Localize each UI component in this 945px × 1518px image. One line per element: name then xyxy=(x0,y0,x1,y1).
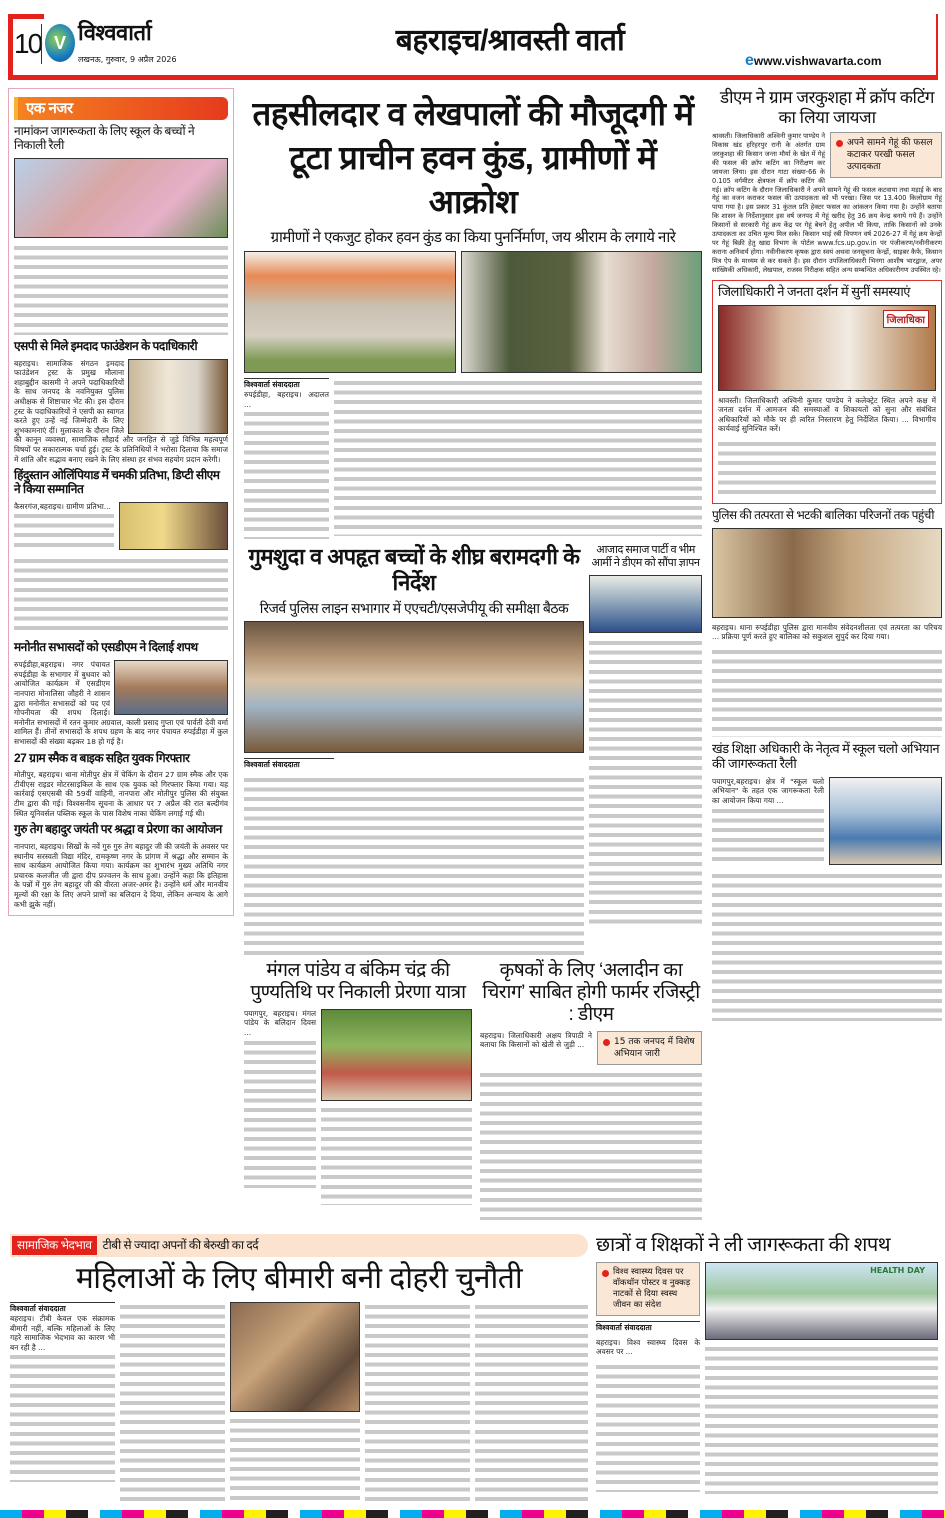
police-story xyxy=(244,544,584,955)
byline: विश्ववार्ता संवाददाता xyxy=(244,378,329,390)
article-text-cont xyxy=(14,556,228,636)
janta-headline: जिलाधिकारी ने जनता दर्शन में सुनीं समस्याएं xyxy=(718,283,910,299)
byline: विश्ववार्ता संवाददाता xyxy=(244,758,334,770)
farmer-headline: कृषकों के लिए ‘अलादीन का चिराग’ साबित होगी फार्मर रजिस्ट्री : डीएम xyxy=(482,960,700,1025)
article-text-cont xyxy=(244,409,329,539)
article-text-cols xyxy=(321,1105,472,1205)
article-block xyxy=(14,660,228,746)
police-row xyxy=(244,544,702,955)
article-text-cont xyxy=(712,871,942,1021)
azad-story xyxy=(589,544,702,927)
havan-kund-photo xyxy=(244,251,456,373)
girl-headline: पुलिस की तत्परता से भटकी बालिका परिजनों तक पहुंची xyxy=(712,507,934,522)
school-headline: खंड शिक्षा अधिकारी के नेतृत्व में स्कूल चलो अभियान की जागरूकता रैली xyxy=(712,740,940,771)
article-text: रुपईडीहा,बहराइच। नगर पंचायत रुपईडीहा के सभागार में बुधवार को आयोजित कार्यक्रम में एसडीएम नानपारा मोनालिसा जौहरी ने शासन द्वारा मनोनीत सभासदों को पद एवं गोपनीयता की शपथ दिलाई। मनोनीत सभासदों में रतन कुमार अग्रवाल, काली प्रसाद गुप्ता एवं पार्वती देवी वर्मा शामिल हैं। तीनों सभासदों के शपथ ग्रहण के बाद नगर पंचायत रुपईडीहा में कुल सभासदों की संख्या बढ़कर 18 हो गई है। xyxy=(14,660,228,746)
review-meeting-photo xyxy=(244,621,584,753)
headline: 27 ग्राम स्मैक व बाइक सहित युवक गिरफ्तार xyxy=(14,750,190,765)
article-text xyxy=(14,243,228,335)
article-text: बहराइच। जिलाधिकारी अक्षय त्रिपाठी ने बताया कि किसानों को खेती से जुड़ी ... xyxy=(480,1030,592,1050)
kicker: टीबी से ज्यादा अपनों की बेरुखी का दर्द xyxy=(102,1237,259,1252)
headline: हिंदुस्तान ओलिंपियाड में चमकी प्रतिभा, डिप्टी सीएम ने किया सम्मानित xyxy=(14,468,220,496)
bottom-headline: महिलाओं के लिए बीमारी बनी दोहरी चुनौती xyxy=(75,1262,523,1296)
page-number: 10 xyxy=(14,28,42,59)
divider xyxy=(41,24,42,64)
health-story xyxy=(596,1234,938,1494)
dm-headline: डीएम ने ग्राम जरकुशहा में क्रॉप कटिंग का लिया जायजा xyxy=(720,88,934,127)
article-text-cols xyxy=(120,1302,225,1502)
article-block xyxy=(712,777,942,866)
janta-darshan-photo xyxy=(718,305,936,391)
article-column xyxy=(705,1262,938,1494)
article-text-cols xyxy=(230,1416,360,1501)
byline: विश्ववार्ता संवाददाता xyxy=(10,1302,115,1314)
article-text-cont xyxy=(712,806,824,866)
article-text: नानपारा, बहराइच। सिखों के नवें गुरु गुरु तेग बहादुर जी की जयंती के अवसर पर स्थानीय सरस्वती विद्या मंदिर, रामकृष्ण नगर के प्रांगण में श्रद्धा और सम्मान के साथ कार्यक्रम आयोजित किया गया। कार्यक्रम का शुभारंभ मुख्य अतिथि नगर प्रचारक कलजीत जी द्वारा दीप प्रज्वलन के साथ हुआ। उन्होंने कहा कि इतिहास के पन्नों में गुरु तेग बहादुर जी की वीरता अजर-अमर है। उन्होंने धर्म और मानवीय मूल्यों की रक्षा के लिए अपने प्राणों का बलिदान दे दिया, लेकिन अन्याय के आगे कभी झुके नहीं। xyxy=(14,842,228,909)
memorandum-photo xyxy=(589,575,702,633)
lead-headline: तहसीलदार व लेखपालों की मौजूदगी में टूटा प्राचीन हवन कुंड, ग्रामीणों में आक्रोश xyxy=(252,95,694,220)
article-column xyxy=(244,1009,316,1188)
article-text: कैसरगंज,बहराइच। ग्रामीण प्रतिभा... xyxy=(14,501,111,511)
masthead-accent xyxy=(8,14,44,19)
mangal-story xyxy=(244,960,472,1205)
globe-logo-icon: V xyxy=(45,24,75,62)
photo-sign: जिलाधिका xyxy=(883,310,929,328)
article-text: श्रावस्ती। जिलाधिकारी अश्विनी कुमार पाण्डेय ने कलेक्ट्रेट स्थित अपने कक्ष में जनता दर्शन में आमजन की समस्याओं व शिकायतों को सुना और संबंधित अधिकारियों को मौके पर ही त्वरित निस्तारण हेतु निर्देशित किया। ... विभागीय कार्यवाई सुनिश्चित करें। xyxy=(718,395,936,434)
health-body xyxy=(596,1262,938,1494)
article-text: पयागपुर,बहराइच। क्षेत्र में "स्कूल चलो अभियान" के तहत एक जागरूकता रैली का आयोजन किया गया ... xyxy=(712,776,824,805)
mangal-headline: मंगल पांडेय व बंकिम चंद्र की पुण्यतिथि पर निकाली प्रेरणा यात्रा xyxy=(250,960,466,1003)
farmer-story xyxy=(480,960,702,1220)
headline: नामांकन जागरूकता के लिए स्कूल के बच्चों ने निकाली रैली xyxy=(14,124,195,153)
ek-nazar-label: एक नजर xyxy=(14,97,228,120)
dm-article-body: श्रावस्ती। जिलाधिकारी अश्विनी कुमार पाण्डेय ने विकास खंड हरिहरपुर रानी के अंतर्गत ग्राम जरकुशहा की किसान जन्ता मौर्या के खेत में गेहूं की फसल की क्रॉप कटिंग का निरीक्षण कर जायजा लिया। इस दौरान गाटा संख्या-66 के 0.105 वर्गमीटर क्षेत्रफल में क्रॉप कटिंग की गई। क्रॉप कटिंग के दौरान जिलाधिकारी ने अपने सामने गेहूं की फसल कटवाया तथा मड़ाई के बाद गेहूं का वजन कराकर फसल की उत्पादकता को भी परखा। जिस पर 13.400 किलोग्राम गेहूं पाया गया है। इस प्रकार 31 कुंतल प्रति हेक्टर फसल का आंकलन किया गया है। उन्होंने बताया कि शासन के निर्देशानुसार इस वर्ष जनपद में गेहूं खरीद हेतु 36 क्रय केन्द्र बनाये गये हैं। उन्होंने किसानों से सरकारी गेहूं क्रय केंद्र पर गेहूं बेचने हेतु अपील भी किया, ताकि किसानों को उनके उत्पादकता का उचित मूल्य मिल सके। किसान भाई रबी विपणन वर्ष 2026-27 में गेहूं क्रय केन्द्रों पर गेहूं बिक्री हेतु खाद्य विभाग के पोर्टल www.fcs.up.gov.in पर पंजीकरण/नवीनीकरण कराना अनिवार्य होगा। नवीनीकरण कृषक द्वारा स्वयं अथवा जनसूचना केन्द्रों, साइबर कैफे, किसान मित्र ऐप के माध्यम से कर सकते है। इस दौरान उपजिलाधिकारी भिनगा आशीष भारद्वाज, अपर सांख्यिकी अधिकारी, लेखपाल, राजस्व निरीक्षक सहित अन्य सम्बन्धित अधिकारीगण उपस्थित रहे। xyxy=(712,132,942,274)
topic-tag: सामाजिक भेदभाव xyxy=(12,1236,97,1256)
dateline: लखनऊ, गुरुवार, 9 अप्रैल 2026 xyxy=(78,55,177,64)
article-column xyxy=(596,1262,700,1492)
article-column xyxy=(712,777,824,866)
girl-family-photo xyxy=(712,528,942,618)
byline: विश्ववार्ता संवाददाता xyxy=(596,1321,700,1333)
article-text-cols xyxy=(334,378,702,536)
sp-meeting-photo xyxy=(128,359,228,434)
article-text-cont xyxy=(244,1038,316,1188)
article-text-cols xyxy=(705,1344,938,1494)
article-text-cont xyxy=(712,647,942,737)
top-section xyxy=(0,88,945,1220)
article-text: बहराइच। विश्व स्वास्थ्य दिवस के अवसर पर ... xyxy=(596,1337,700,1357)
article-text-cols xyxy=(244,775,584,955)
police-subheadline: रिजर्व पुलिस लाइन सभागार में एएचटी/एसजेपीयू की समीक्षा बैठक xyxy=(259,600,569,617)
rally-photo xyxy=(14,158,228,238)
bottom-section xyxy=(0,1220,945,1502)
olympiad-photo xyxy=(119,502,228,550)
article-block xyxy=(244,1009,472,1205)
highlight-box: 15 तक जनपद में विशेष अभियान जारी xyxy=(597,1031,702,1065)
section-title: बहराइच/श्रावस्ती वार्ता xyxy=(395,24,625,57)
article-column xyxy=(244,378,329,539)
health-day-photo xyxy=(705,1262,938,1340)
article-text: पयागपुर, बहराइच। मंगल पांडेय के बलिदान दिवस ... xyxy=(244,1008,316,1037)
headline: गुरु तेग बहादुर जयंती पर श्रद्धा व प्रेरणा का आयोजन xyxy=(14,822,222,837)
article-column xyxy=(14,502,114,552)
tb-story xyxy=(10,1234,588,1502)
article-text: बहराइच। सामाजिक संगठन इमदाद फाउंडेशन ट्रस्ट के प्रमुख मौलाना शहाबुद्दीन कासमी ने अपने पदाधिकारियों के साथ जनपद के नवनियुक्त पुलिस अधीक्षक से शिष्टाचार भेंट की। इस दौरान ट्रस्ट के पदाधिकारियों ने एसपी का स्वागत करते हुए उन्हें नई जिम्मेदारी के लिए शुभकामनाएं दीं। मुलाकात के दौरान जिले की कानून व्यवस्था, सामाजिक सौहार्द और जनहित से जुड़े विभिन्न महत्वपूर्ण विषयों पर सकारात्मक चर्चा हुई। ट्रस्ट के प्रतिनिधियों ने भरोसा दिलाया कि समाज में शांति और सद्भाव बनाए रखने के लिए संस्था हर संभव सहयोग प्रदान करेगी। xyxy=(14,358,228,464)
article-block xyxy=(14,359,228,465)
yatra-photo xyxy=(321,1009,472,1101)
highlight-box: अपने सामने गेहूं की फसल कटाकर परखी फसल उत्पादकता xyxy=(830,132,942,178)
health-headline: छात्रों व शिक्षकों ने ली जागरूकता की शपथ xyxy=(596,1233,890,1256)
color-registration-strip xyxy=(0,1510,945,1518)
article-text: मोतीपुर, बहराइच। थाना मोतीपुर क्षेत्र में चेकिंग के दौरान 27 ग्राम स्मैक और एक टीवीएस राइडर मोटरसाइकिल के साथ एक युवक को गिरफ्तार किया गया। यह कार्रवाई एसएसबी की 59वीं वाहिनी, नानपारा और मोतीपुर पुलिस की संयुक्त टीम द्वारा की गई। विश्वसनीय सूचना के आधार पर 7 अप्रैल की रात बल्दीगंव स्थित यूनिवर्सल पब्लिक स्कूल के पास विशेष नाका चेकिंग लगाई गई थी। xyxy=(14,770,228,818)
article-text: रुपईडीहा, बहराइच। अदालत ... xyxy=(244,390,329,409)
article-text-cont xyxy=(14,511,114,551)
article-text-cols xyxy=(365,1302,470,1502)
lead-body xyxy=(244,378,702,539)
janta-darshan-box xyxy=(712,280,942,504)
headline: मनोनीत सभासदों को एसडीएम ने दिलाई शपथ xyxy=(14,640,198,655)
browser-e-icon: e xyxy=(745,52,754,69)
kicker-banner xyxy=(10,1234,588,1258)
left-column xyxy=(8,88,234,916)
article-column xyxy=(10,1302,115,1482)
center-column xyxy=(244,88,702,1220)
school-rally-photo xyxy=(829,777,942,865)
dm-article xyxy=(712,132,942,275)
azad-headline: आजाद समाज पार्टी व भीम आर्मी ने डीएम को सौंपा ज्ञापन xyxy=(591,544,700,570)
oath-photo xyxy=(114,660,228,715)
website[interactable] xyxy=(745,52,882,70)
article-column xyxy=(321,1009,472,1205)
tb-body xyxy=(10,1302,588,1502)
highlight-box: विश्व स्वास्थ्य दिवस पर वॉकथॉन पोस्टर व नुक्कड़ नाटकों से दिया स्वस्थ जीवन का संदेश xyxy=(596,1262,700,1316)
article-text-cols xyxy=(475,1302,588,1502)
police-villagers-photo xyxy=(461,251,702,373)
article-block xyxy=(14,502,228,552)
masthead-area xyxy=(0,0,945,88)
article-text-cont xyxy=(596,1362,700,1492)
women-tb-photo xyxy=(230,1302,360,1412)
article-text xyxy=(589,638,702,928)
police-headline: गुमशुदा व अपहृत बच्चों के शीघ्र बरामदगी के निर्देश xyxy=(248,544,580,595)
article-text-cols xyxy=(480,1070,702,1220)
mangal-farmer-row xyxy=(244,960,702,1220)
headline: एसपी से मिले इमदाद फाउंडेशन के पदाधिकारी xyxy=(14,338,198,353)
website-url[interactable]: www.vishwavarta.com xyxy=(753,54,882,68)
article-text-cont xyxy=(10,1352,115,1482)
lead-photos xyxy=(244,251,702,373)
article-text-cont xyxy=(718,439,936,499)
article-block xyxy=(480,1031,702,1065)
article-column xyxy=(230,1302,360,1501)
right-column xyxy=(712,88,942,1021)
lead-subheadline: ग्रामीणों ने एकजुट होकर हवन कुंड का किया पुनर्निर्माण, जय श्रीराम के लगाये नारे xyxy=(270,229,676,246)
paper-name: विश्ववार्ता xyxy=(78,20,152,45)
photo-banner: HEALTH DAY xyxy=(870,1265,925,1275)
article-text: बहराइच। थाना रुपईडीहा पुलिस द्वारा मानवीय संवेदनशीलता एवं तत्परता का परिचय ... प्रक्रिया पूर्ण करते हुए बालिका को सकुशल सुपुर्द कर दिया गया। xyxy=(712,622,942,642)
article-text: बहराइच। टीबी केवल एक संक्रामक बीमारी नहीं, बल्कि महिलाओं के लिए गहरे सामाजिक भेदभाव का कारण भी बन रही है ... xyxy=(10,1313,115,1352)
